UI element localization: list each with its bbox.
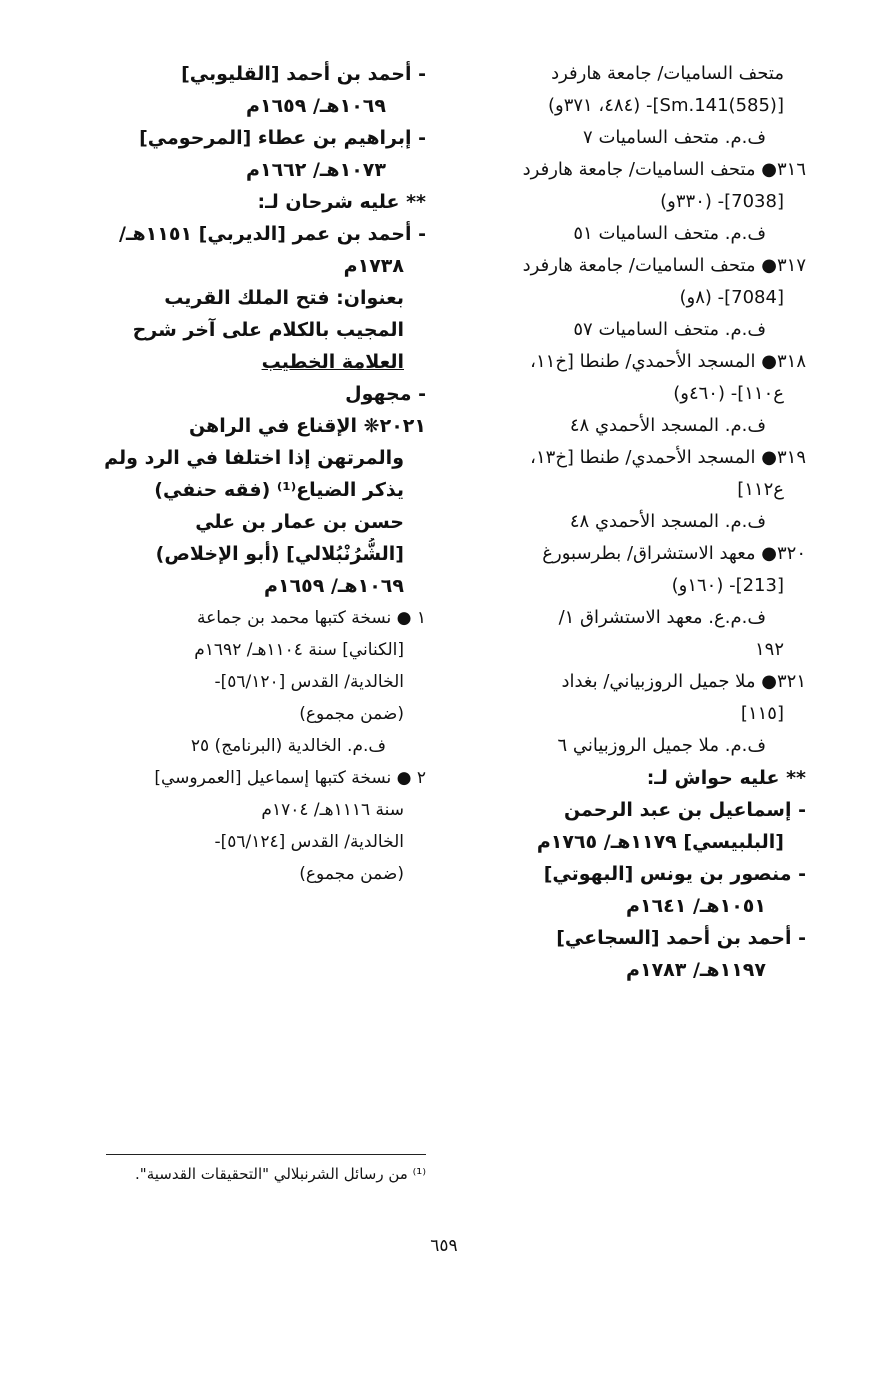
right-column-line: - إسماعيل بن عبد الرحمن xyxy=(563,799,806,821)
left-column-line: الخالدية/ القدس [٥٦/١٢٤]- xyxy=(214,832,404,852)
left-column xyxy=(76,58,426,890)
left-column-line: (ضمن مجموع) xyxy=(299,864,404,884)
right-column-line: ** عليه حواش لـ: xyxy=(646,767,806,789)
right-column-line: ٣١٨● المسجد الأحمدي/ طنطا [خ١١، xyxy=(530,351,806,372)
right-column-line: ٣٢٠● معهد الاستشراق/ بطرسبورغ xyxy=(542,543,806,564)
right-column-line: ٣١٧● متحف الساميات/ جامعة هارفرد xyxy=(522,255,806,276)
right-column-line: ١٩٢ xyxy=(754,639,784,660)
right-column-line: ع١١٠]- (٤٦٠و) xyxy=(673,383,784,404)
right-column-line: ف.م. متحف الساميات ٥٧ xyxy=(573,319,766,340)
left-column-line: (ضمن مجموع) xyxy=(299,704,404,724)
left-column-line: ف.م. الخالدية (البرنامج) ٢٥ xyxy=(190,736,386,756)
right-column-line: ١٠٥١هـ/ ١٦٤١م xyxy=(626,895,766,917)
left-column-line: العلامة الخطيب xyxy=(261,351,404,373)
right-column-line: - أحمد بن أحمد [السجاعي] xyxy=(556,927,806,949)
left-column-line: - مجهول xyxy=(345,383,426,405)
left-column-line: [الكناني] سنة ١١٠٤هـ/ ١٦٩٢م xyxy=(194,640,404,660)
left-column-line: المجيب بالكلام على آخر شرح xyxy=(132,319,404,341)
right-column-line: متحف الساميات/ جامعة هارفرد xyxy=(551,63,784,84)
page-number: ٦٥٩ xyxy=(430,1236,458,1256)
left-column-line: سنة ١١١٦هـ/ ١٧٠٤م xyxy=(261,800,404,820)
right-column-line: ٣١٦● متحف الساميات/ جامعة هارفرد xyxy=(522,159,806,180)
right-column-line: ١١٩٧هـ/ ١٧٨٣م xyxy=(626,959,766,981)
left-column-line: حسن بن عمار بن علي xyxy=(195,511,404,533)
right-column-line: ف.م. متحف الساميات ٧ xyxy=(583,127,766,148)
left-column-line: ١٠٦٩هـ/ ١٦٥٩م xyxy=(264,575,404,597)
left-column-line: - أحمد بن أحمد [القليوبي] xyxy=(181,63,426,85)
left-column-line: والمرتهن إذا اختلفا في الرد ولم xyxy=(104,447,404,469)
right-column-line: [213]- (١٦٠و) xyxy=(671,575,784,596)
left-column-line: - إبراهيم بن عطاء [المرحومي] xyxy=(139,127,426,149)
right-column-line: ف.م. متحف الساميات ٥١ xyxy=(573,223,766,244)
right-column-line: [7084]- (٨و) xyxy=(679,287,784,308)
right-column-line: [7038]- (٣٣٠و) xyxy=(660,191,784,212)
right-column-line: - منصور بن يونس [البهوتي] xyxy=(543,863,806,885)
right-column-line: ف.م. المسجد الأحمدي ٤٨ xyxy=(569,511,766,532)
right-column-line: ٣٢١● ملا جميل الروزبياني/ بغداد xyxy=(561,671,806,692)
left-column-line: ١٧٣٨م xyxy=(343,255,404,277)
left-column-line: بعنوان: فتح الملك القريب xyxy=(164,287,404,309)
right-column-line: ف.م.ع. معهد الاستشراق ١/ xyxy=(558,607,766,628)
left-column-line: ١ ● نسخة كتبها محمد بن جماعة xyxy=(196,608,426,628)
right-column-line: ف.م. المسجد الأحمدي ٤٨ xyxy=(569,415,766,436)
left-column-line: [الشُّرُنْبُلالي] (أبو الإخلاص) xyxy=(155,543,404,565)
right-column xyxy=(476,58,806,986)
right-column-line: [البلبيسي] ١١٧٩هـ/ ١٧٦٥م xyxy=(536,831,784,853)
left-column-line: يذكر الضياع⁽¹⁾ (فقه حنفي) xyxy=(154,479,404,501)
right-column-line: [١١٥] xyxy=(740,703,784,724)
left-column-line: ٢٠٢١❋ الإقناع في الراهن xyxy=(188,415,426,437)
right-column-line: [Sm.141(585)]- (٤٨٤، ٣٧١و) xyxy=(547,95,784,116)
right-column-line: ع١١٢] xyxy=(737,479,784,500)
footnote-divider xyxy=(106,1154,426,1155)
left-column-line: ١٠٧٣هـ/ ١٦٦٢م xyxy=(246,159,386,181)
footnote: ⁽¹⁾ من رسائل الشرنبلالي "التحقيقات القدسية". xyxy=(135,1165,426,1183)
left-column-line: ** عليه شرحان لـ: xyxy=(257,191,426,213)
right-column-line: ف.م. ملا جميل الروزبياني ٦ xyxy=(557,735,766,756)
left-column-line: ١٠٦٩هـ/ ١٦٥٩م xyxy=(246,95,386,117)
left-column-line: الخالدية/ القدس [٥٦/١٢٠]- xyxy=(214,672,404,692)
left-column-line: - أحمد بن عمر [الديربي] ١١٥١هـ/ xyxy=(119,223,426,245)
right-column-line: ٣١٩● المسجد الأحمدي/ طنطا [خ١٣، xyxy=(530,447,806,468)
left-column-line: ٢ ● نسخة كتبها إسماعيل [العمروسي] xyxy=(154,768,426,788)
